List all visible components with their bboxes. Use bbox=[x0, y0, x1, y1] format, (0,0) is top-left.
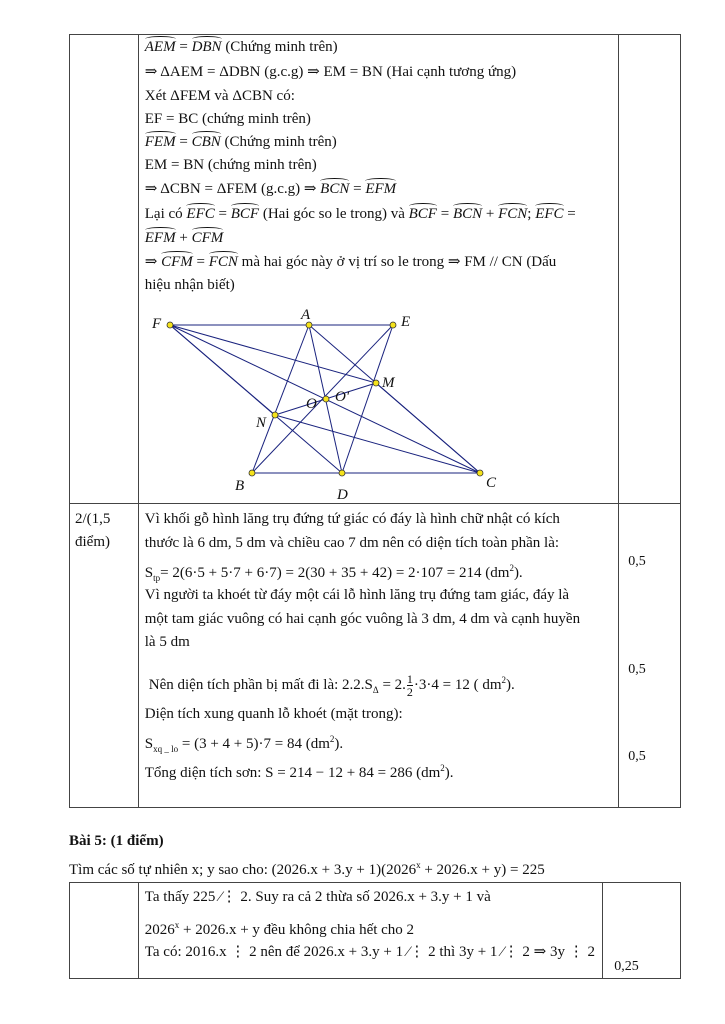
label-E: E bbox=[400, 314, 410, 330]
label-O: O bbox=[305, 396, 317, 412]
content-cell bbox=[138, 35, 618, 504]
table-row bbox=[70, 35, 681, 504]
table-row bbox=[70, 883, 681, 979]
segment-AB bbox=[252, 325, 309, 473]
text-line: Vì khối gỗ hình lăng trụ đứng tứ giác có đáy là hình chữ nhật có kích bbox=[144, 511, 560, 527]
formula-line: $2026^x + 2026.x + y$ đều không chia hết cho 2 bbox=[144, 920, 415, 938]
solution-table bbox=[69, 34, 681, 808]
formula-line: Tổng diện tích sơn: S = 214 − 12 + 84 = 286 $(dm^2)$. bbox=[144, 763, 454, 781]
text-line: là 5 dm bbox=[144, 634, 190, 650]
point-F bbox=[167, 322, 173, 328]
score-value: 0,5 bbox=[628, 749, 646, 764]
text-line: Vì người ta khoét từ đáy một cái lỗ hình lăng trụ đứng tam giác, đáy là bbox=[144, 587, 570, 603]
label-C: C bbox=[485, 475, 496, 491]
label-N: N bbox=[255, 415, 266, 431]
score-value: 0,5 bbox=[628, 554, 646, 569]
text-line: ⇒ ΔCBN = ΔFEM (g.c.g) ⇒ BCN = EFM bbox=[144, 181, 397, 197]
text-line: hiệu nhận biết) bbox=[144, 277, 235, 293]
label-cell bbox=[70, 883, 139, 979]
text-line: một tam giác vuông có hai cạnh góc vuông là 3 dm, 4 dm và cạnh huyền bbox=[144, 611, 581, 627]
text-line: EFM + CFM bbox=[144, 230, 224, 246]
text-line: Ta thấy 225 ⁄⋮ 2. Suy ra cả 2 thừa số 2026.x + 3.y + 1 và bbox=[144, 889, 491, 905]
segment-ED bbox=[342, 325, 393, 473]
text-line: Lại có EFC = BCF (Hai góc so le trong) và BCF = BCN + FCN; EFC = bbox=[144, 206, 576, 222]
score-value: 0,5 bbox=[628, 662, 646, 677]
segment-EB bbox=[252, 325, 393, 473]
segment-MC bbox=[376, 383, 480, 473]
label-M: M bbox=[381, 375, 395, 391]
text-line: ⇒ ΔAEM = ΔDBN (g.c.g) ⇒ EM = BN (Hai cạnh tương ứng) bbox=[144, 64, 517, 80]
formula-line: $S_{tp}= 2(6\cdot 5 + 5\cdot 7 + 6\cdot 7) = 2(30 + 35 + 42) = 2\cdot 107 = 214$ $(dm^2)$. bbox=[144, 563, 523, 583]
section-title: Bài 5: (1 điểm) bbox=[69, 833, 164, 849]
score-cell bbox=[619, 35, 681, 504]
question-label: 2/(1,5 bbox=[75, 511, 111, 527]
label-A: A bbox=[300, 307, 310, 323]
text-line: EF = BC (chứng minh trên) bbox=[144, 111, 311, 127]
text-line: ⇒ CFM = FCN mà hai góc này ở vị trí so le trong ⇒ FM // CN (Dấu bbox=[144, 254, 557, 270]
formula-line: $S_{xq \_ lo} = (3 + 4 + 5)\cdot 7 = 84$ $(dm^2)$. bbox=[144, 734, 344, 754]
label-B: B bbox=[234, 478, 244, 494]
solution-table-2 bbox=[69, 882, 681, 979]
label-D: D bbox=[336, 487, 348, 503]
geometry-figure bbox=[139, 305, 620, 505]
table-row bbox=[70, 504, 681, 808]
score-value: 0,25 bbox=[614, 959, 639, 974]
score-cell bbox=[619, 504, 681, 808]
content-cell bbox=[138, 504, 618, 808]
label-F: F bbox=[151, 316, 161, 332]
text-line: AEM = DBN (Chứng minh trên) bbox=[144, 39, 338, 55]
text-line: Diện tích xung quanh lỗ khoét (mặt trong): bbox=[144, 706, 403, 722]
point-N bbox=[272, 412, 278, 418]
point-C bbox=[477, 470, 483, 476]
text-line: thước là 6 dm, 5 dm và chiều cao 7 dm nên có diện tích toàn phần là: bbox=[144, 535, 560, 551]
label-cell bbox=[70, 504, 139, 808]
problem-statement: Tìm các số tự nhiên x; y sao cho: $(2026.x + 3.y + 1)(2026^x + 2026.x + y) = 225$ bbox=[69, 860, 545, 878]
score-cell bbox=[603, 883, 681, 979]
point-D bbox=[339, 470, 345, 476]
label-cell bbox=[70, 35, 139, 504]
content-cell bbox=[138, 883, 602, 979]
point-O bbox=[323, 396, 329, 402]
label-O-prime: O' bbox=[334, 389, 349, 405]
formula-line: Nên diện tích phần bị mất đi là: $2.2.S_\Delta = 2$. $\frac{1}{2}$ ·3·4 = 12 ( $dm^2$). bbox=[148, 672, 515, 700]
text-line: Xét ΔFEM và ΔCBN có: bbox=[144, 88, 295, 104]
text-line: FEM = CBN (Chứng minh trên) bbox=[144, 134, 337, 150]
point-E bbox=[390, 322, 396, 328]
question-points: điểm) bbox=[75, 534, 110, 550]
text-line: Ta có: 2016.x ⋮ 2 nên để 2026.x + 3.y + 1 ⁄⋮ 2 thì 3y + 1 ⁄⋮ 2 ⇒ 3y ⋮ 2 bbox=[144, 944, 595, 960]
text-line: EM = BN (chứng minh trên) bbox=[144, 157, 317, 173]
point-B bbox=[249, 470, 255, 476]
point-M bbox=[373, 380, 379, 386]
